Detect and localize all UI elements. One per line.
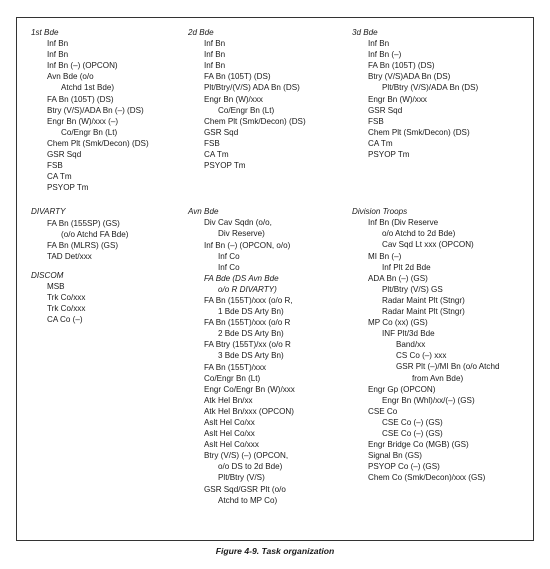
unit-line: FSB — [204, 138, 220, 148]
unit-line: Engr Co/Engr Bn (W)/xxx — [204, 384, 295, 394]
unit-line: from Avn Bde) — [412, 373, 464, 383]
unit-line: Engr Bn (Whl)/xx/(–) (GS) — [382, 395, 475, 405]
unit-line: Plt/Btry (V/S)/ADA Bn (DS) — [382, 83, 479, 93]
unit-line: 1 Bde DS Arty Bn) — [218, 307, 284, 317]
section-heading: 2d Bde — [188, 28, 214, 37]
section-heading: FA Bde (DS Avn Bde — [204, 273, 279, 283]
unit-line: CS Co (–) xxx — [396, 351, 447, 361]
unit-line: Atk Hel Bn/xxx (OPCON) — [204, 406, 294, 416]
unit-line: Inf Bn (–) (OPCON, o/o) — [204, 240, 291, 250]
unit-line: FA Bn (155T)/xxx (o/o R, — [204, 295, 293, 305]
org-section — [31, 27, 149, 193]
unit-line: 3 Bde DS Arty Bn) — [218, 351, 284, 361]
unit-line: Inf Plt 2d Bde — [382, 262, 431, 272]
unit-line: FSB — [47, 161, 63, 171]
unit-line: GSR Plt (–)/MI Bn (o/o Atchd — [396, 362, 500, 372]
unit-line: Chem Plt (Smk/Decon) (DS) — [47, 138, 149, 148]
section-heading: DISCOM — [31, 270, 64, 280]
unit-line: Chem Plt (Smk/Decon) (DS) — [368, 127, 470, 137]
unit-line: GSR Sqd — [204, 127, 239, 137]
unit-line: Chem Plt (Smk/Decon) (DS) — [204, 116, 306, 126]
unit-line: CA Tm — [47, 172, 72, 182]
unit-line: GSR Sqd — [368, 105, 403, 115]
unit-line: Avn Bde (o/o — [47, 72, 94, 82]
unit-line: Engr Bn (W)/xxx — [368, 94, 427, 104]
unit-line: 2 Bde DS Arty Bn) — [218, 329, 284, 339]
unit-line: ADA Bn (–) (GS) — [368, 273, 428, 283]
unit-line: Co/Engr Bn (Lt) — [218, 105, 275, 115]
unit-line: Inf Bn — [368, 39, 390, 49]
unit-line: Plt/Btry/(V/S) ADA Bn (DS) — [204, 83, 300, 93]
unit-line: Atchd to MP Co) — [218, 495, 278, 505]
unit-line: FA Bn (105T) (DS) — [204, 72, 271, 82]
unit-line: Inf Bn — [204, 39, 226, 49]
unit-line: Plt/Btry (V/S) — [218, 473, 265, 483]
unit-line: PSYOP Tm — [368, 150, 410, 160]
unit-line: Inf Bn — [47, 50, 69, 60]
unit-line: FA Bn (155T)/xxx (o/o R — [204, 318, 291, 328]
unit-line: Div Reserve) — [218, 229, 265, 239]
unit-line: Inf Co — [218, 251, 240, 261]
unit-line: CSE Co (–) (GS) — [382, 429, 443, 438]
unit-line: Div Cav Sqdn (o/o, — [204, 218, 272, 228]
unit-line: Engr Bn (W)/xxx — [204, 94, 263, 104]
unit-line: Inf Bn — [204, 50, 226, 60]
unit-line: Aslt Hel Co/xx — [204, 418, 255, 427]
unit-line: Engr Gp (OPCON) — [368, 384, 436, 394]
unit-line: Engr Bn (W)/xxx (–) — [47, 116, 119, 126]
unit-line: o/o DS to 2d Bde) — [218, 462, 283, 472]
unit-line: Engr Bridge Co (MGB) (GS) — [368, 440, 469, 450]
unit-line: Inf Bn — [47, 39, 69, 49]
column-left — [31, 27, 149, 325]
unit-line: INF Plt/3d Bde — [382, 329, 435, 339]
org-section — [31, 270, 149, 325]
column-middle — [188, 27, 306, 506]
unit-line: Btry (V/S) (–) (OPCON, — [204, 451, 289, 461]
unit-line: Chem Co (Smk/Decon)/xxx (GS) — [368, 473, 486, 483]
unit-line: GSR Sqd — [47, 150, 82, 160]
unit-line: Co/Engr Bn (Lt) — [61, 127, 118, 137]
unit-line: CSE Co (–) (GS) — [382, 417, 443, 427]
unit-line: FA Btry (155T)/xx (o/o R — [204, 340, 291, 350]
unit-line: Inf Co — [218, 262, 240, 272]
unit-line: (o/o Atchd FA Bde) — [61, 229, 129, 239]
unit-line: Plt/Btry (V/S) GS — [382, 284, 443, 294]
unit-line: CSE Co — [368, 406, 398, 416]
section-heading: 1st Bde — [31, 28, 59, 37]
unit-line: Trk Co/xxx — [47, 304, 86, 314]
unit-line: Co/Engr Bn (Lt) — [204, 373, 261, 383]
org-section — [352, 206, 499, 483]
unit-line: FA Bn (155T)/xxx — [204, 362, 267, 372]
unit-line: Btry (V/S)ADA Bn (DS) — [368, 72, 451, 82]
section-heading: DIVARTY — [31, 207, 66, 217]
unit-line: Aslt Hel Co/xx — [204, 429, 255, 439]
unit-line: PSYOP Tm — [47, 183, 89, 193]
section-heading: 3d Bde — [352, 28, 378, 37]
unit-line: Inf Bn (Div Reserve — [368, 218, 439, 228]
unit-line: Inf Bn (–) (OPCON) — [47, 61, 118, 71]
unit-line: MP Co (xx) (GS) — [368, 318, 428, 328]
org-section — [31, 206, 149, 261]
unit-line: Radar Maint Plt (Stngr) — [382, 295, 465, 305]
unit-line: CA Tm — [368, 138, 393, 148]
unit-line: MSB — [47, 281, 65, 291]
unit-line: FA Bn (155SP) (GS) — [47, 218, 120, 228]
unit-line: PSYOP Co (–) (GS) — [368, 462, 440, 472]
unit-line: Aslt Hel Co/xxx — [204, 440, 259, 450]
unit-line: MI Bn (–) — [368, 251, 402, 261]
unit-line: GSR Sqd/GSR Plt (o/o — [204, 484, 286, 494]
unit-line: FSB — [368, 116, 384, 126]
section-heading: o/o R DIVARTY) — [218, 284, 277, 294]
figure-caption: Figure 4-9. Task organization — [215, 546, 335, 556]
section-heading: Avn Bde — [188, 207, 219, 217]
unit-line: Atk Hel Bn/xx — [204, 395, 253, 405]
org-section — [188, 206, 306, 506]
unit-line: PSYOP Tm — [204, 161, 246, 171]
unit-line: Trk Co/xxx — [47, 293, 86, 303]
column-right — [352, 27, 499, 483]
unit-line: Radar Maint Plt (Stngr) — [382, 306, 465, 316]
unit-line: Btry (V/S)/ADA Bn (–) (DS) — [47, 105, 144, 115]
unit-line: Inf Bn (–) — [368, 50, 402, 60]
unit-line: Cav Sqd Lt xxx (OPCON) — [382, 240, 474, 250]
unit-line: Inf Bn — [204, 61, 226, 71]
org-section — [188, 27, 306, 171]
section-heading: Division Troops — [352, 207, 408, 217]
unit-line: Signal Bn (GS) — [368, 451, 422, 461]
unit-line: CA Co (–) — [47, 315, 83, 325]
unit-line: TAD Det/xxx — [47, 251, 92, 261]
org-section — [352, 27, 499, 160]
unit-line: Atchd 1st Bde) — [61, 83, 115, 93]
unit-line: FA Bn (105T) (DS) — [47, 94, 114, 104]
unit-line: o/o Atchd to 2d Bde) — [382, 229, 456, 239]
unit-line: FA Bn (105T) (DS) — [368, 61, 435, 71]
unit-line: FA Bn (MLRS) (GS) — [47, 240, 119, 250]
unit-line: CA Tm — [204, 150, 229, 160]
unit-line: Band/xx — [396, 340, 426, 350]
